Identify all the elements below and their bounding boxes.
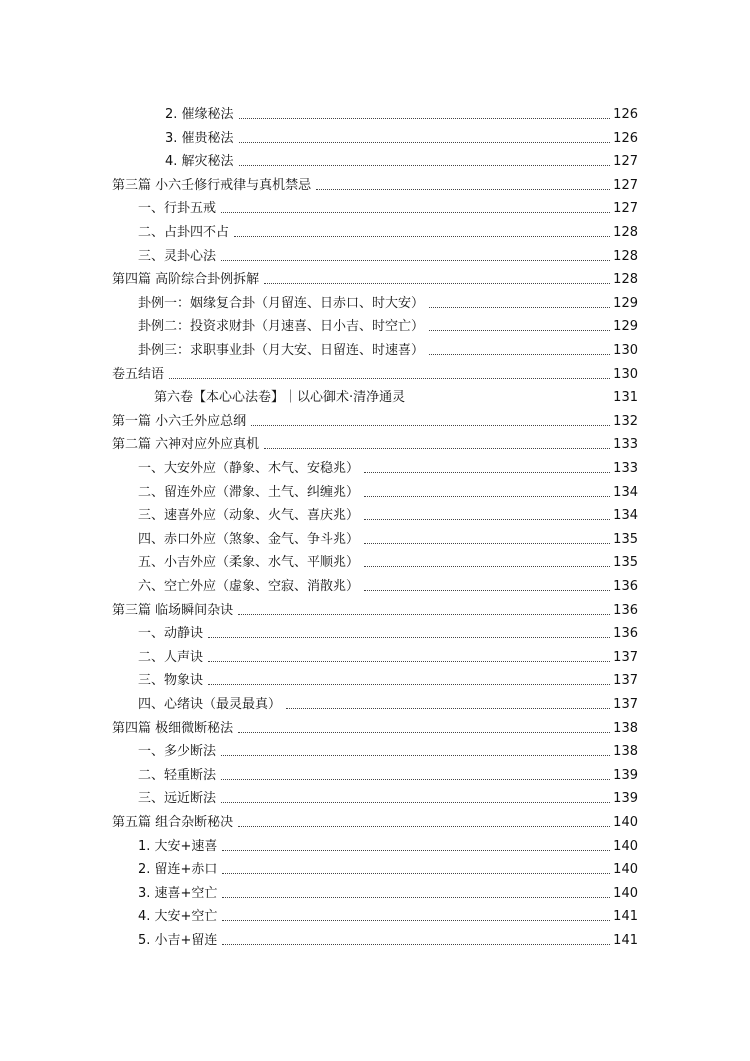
toc-entry-title: 四、赤口外应（煞象、金气、争斗兆） — [138, 531, 360, 547]
dot-leader — [239, 118, 611, 119]
dot-leader — [364, 472, 610, 473]
toc-entry-title: 三、远近断法 — [138, 791, 217, 807]
toc-section-entry[interactable] — [112, 361, 638, 383]
dot-leader — [208, 661, 610, 662]
toc-entry-title: 第一篇 小六壬外应总纲 — [112, 413, 247, 429]
toc-entry[interactable] — [138, 243, 638, 265]
toc-entry[interactable] — [138, 573, 638, 595]
toc-entry-page-number: 141 — [613, 933, 638, 948]
toc-entry[interactable] — [138, 903, 638, 925]
dot-leader — [364, 543, 610, 544]
toc-entry-title: 2. 催缘秘法 — [165, 107, 234, 122]
toc-entry-page-number: 136 — [613, 626, 638, 642]
toc-entry-page-number: 134 — [613, 484, 638, 500]
toc-section-entry[interactable] — [112, 266, 638, 288]
dot-leader — [234, 236, 610, 237]
dot-leader — [264, 283, 610, 284]
dot-leader — [364, 519, 610, 520]
toc-entry-page-number: 135 — [613, 555, 638, 571]
toc-entry-page-number: 128 — [613, 248, 638, 264]
toc-entry-page-number: 140 — [613, 885, 638, 901]
dot-leader — [222, 850, 610, 851]
toc-entry[interactable] — [138, 219, 638, 241]
dot-leader — [251, 425, 610, 426]
toc-entry-page-number: 127 — [613, 201, 638, 217]
dot-leader — [208, 684, 610, 685]
toc-entry[interactable] — [138, 313, 638, 335]
toc-entry-title: 第四篇 极细微断秘法 — [112, 720, 234, 736]
toc-section-entry[interactable] — [112, 431, 638, 453]
toc-entry-title: 二、留连外应（滞象、土气、纠缠兆） — [138, 484, 360, 500]
toc-entry[interactable] — [138, 337, 638, 359]
toc-entry-page-number: 131 — [613, 390, 638, 406]
toc-entry[interactable] — [138, 195, 638, 217]
toc-entry-title: 卦例二：投资求财卦（月速喜、日小吉、时空亡） — [138, 319, 425, 335]
toc-volume-entry[interactable] — [154, 384, 638, 406]
dot-leader — [239, 165, 611, 166]
toc-entry[interactable] — [138, 738, 638, 760]
dot-leader — [429, 307, 610, 308]
toc-entry[interactable] — [138, 667, 638, 689]
dot-leader — [169, 378, 610, 379]
toc-entry-title: 二、人声诀 — [138, 649, 204, 665]
toc-entry-title: 二、轻重断法 — [138, 767, 217, 783]
toc-entry-page-number: 130 — [613, 343, 638, 358]
toc-entry-title: 4. 大安+空亡 — [138, 909, 218, 925]
toc-entry[interactable] — [138, 620, 638, 642]
dot-leader — [286, 708, 610, 709]
toc-entry-title: 四、心绪诀（最灵最真） — [138, 697, 282, 712]
toc-entry-title: 一、行卦五戒 — [138, 201, 217, 217]
toc-entry-page-number: 129 — [613, 319, 638, 335]
toc-entry[interactable] — [138, 762, 638, 784]
toc-entry-page-number: 128 — [613, 225, 638, 240]
dot-leader — [238, 614, 610, 615]
dot-leader — [221, 802, 610, 803]
toc-section-entry[interactable] — [112, 597, 638, 619]
toc-entry-title: 3. 催贵秘法 — [165, 130, 234, 146]
dot-leader — [429, 354, 610, 355]
toc-entry-title: 一、多少断法 — [138, 744, 217, 760]
dot-leader — [364, 566, 610, 567]
toc-entry-title: 一、动静诀 — [138, 626, 204, 642]
toc-section-entry[interactable] — [112, 172, 638, 194]
toc-entry-title: 5. 小吉+留连 — [138, 933, 218, 948]
toc-entry-page-number: 129 — [613, 295, 638, 311]
toc-entry-title: 三、物象诀 — [138, 673, 204, 689]
dot-leader — [221, 212, 610, 213]
toc-entry-page-number: 136 — [613, 602, 638, 618]
toc-section-entry[interactable] — [112, 715, 638, 737]
toc-entry-page-number: 133 — [613, 437, 638, 453]
toc-entry[interactable] — [138, 290, 638, 312]
toc-entry[interactable] — [138, 502, 638, 524]
toc-entry[interactable] — [138, 880, 638, 902]
toc-section-entry[interactable] — [112, 809, 638, 831]
toc-entry-page-number: 137 — [613, 673, 638, 689]
toc-entry[interactable] — [138, 644, 638, 666]
dot-leader — [364, 590, 610, 591]
toc-entry-page-number: 126 — [613, 130, 638, 146]
toc-entry-page-number: 140 — [613, 838, 638, 854]
toc-entry-page-number: 127 — [613, 154, 638, 170]
toc-entry-page-number: 136 — [613, 579, 638, 594]
toc-entry-page-number: 126 — [613, 107, 638, 122]
toc-entry-title: 第二篇 六神对应外应真机 — [112, 437, 260, 453]
toc-entry-title: 五、小吉外应（柔象、水气、平顺兆） — [138, 555, 360, 571]
toc-entry-title: 3. 速喜+空亡 — [138, 885, 218, 901]
dot-leader — [222, 897, 610, 898]
toc-entry-title: 第三篇 临场瞬间杂诀 — [112, 602, 234, 618]
dot-leader — [222, 873, 610, 874]
toc-entry-page-number: 141 — [613, 909, 638, 925]
toc-entry[interactable] — [138, 785, 638, 807]
toc-entry-page-number: 137 — [613, 649, 638, 665]
toc-entry-page-number: 128 — [613, 272, 638, 288]
toc-entry-title: 1. 大安+速喜 — [138, 838, 218, 854]
toc-entry[interactable] — [165, 125, 638, 147]
toc-entry[interactable] — [138, 479, 638, 501]
toc-entry-title: 2. 留连+赤口 — [138, 862, 218, 878]
toc-entry-title: 一、大安外应（静象、木气、安稳兆） — [138, 461, 360, 476]
dot-leader — [264, 448, 610, 449]
toc-entry-page-number: 138 — [613, 744, 638, 760]
toc-entry-title: 三、灵卦心法 — [138, 248, 217, 264]
toc-entry-page-number: 127 — [613, 177, 638, 193]
toc-entry-title: 卦例三：求职事业卦（月大安、日留连、时速喜） — [138, 343, 425, 358]
dot-leader — [238, 732, 610, 733]
toc-entry-title: 第三篇 小六壬修行戒律与真机禁忌 — [112, 177, 312, 193]
toc-entry[interactable] — [165, 148, 638, 170]
toc-entry-page-number: 134 — [613, 508, 638, 524]
toc-entry-page-number: 130 — [613, 366, 638, 382]
toc-entry-page-number: 135 — [613, 531, 638, 547]
toc-entry-page-number: 139 — [613, 791, 638, 807]
toc-entry[interactable] — [138, 856, 638, 878]
dot-leader — [221, 260, 610, 261]
dot-leader — [364, 496, 610, 497]
dot-leader — [221, 779, 610, 780]
toc-entry-page-number: 137 — [613, 697, 638, 712]
toc-entry-title: 4. 解灾秘法 — [165, 154, 234, 170]
dot-leader — [239, 142, 611, 143]
toc-entry-title: 第六卷【本心心法卷】｜以心御术·清净通灵 — [154, 390, 406, 406]
toc-entry[interactable] — [138, 927, 638, 949]
toc-entry[interactable] — [138, 455, 638, 477]
toc-entry[interactable] — [138, 691, 638, 713]
dot-leader — [221, 755, 610, 756]
toc-entry-page-number: 132 — [613, 413, 638, 429]
toc-entry[interactable] — [138, 833, 638, 855]
toc-entry[interactable] — [138, 526, 638, 548]
dot-leader — [222, 944, 610, 945]
toc-entry[interactable] — [165, 101, 638, 123]
toc-entry-page-number: 138 — [613, 720, 638, 736]
toc-entry-title: 卷五结语 — [112, 366, 165, 382]
dot-leader — [316, 189, 610, 190]
dot-leader — [429, 330, 610, 331]
toc-entry-title: 六、空亡外应（虚象、空寂、消散兆） — [138, 579, 360, 594]
toc-entry-page-number: 140 — [613, 815, 638, 830]
toc-entry[interactable] — [138, 549, 638, 571]
dot-leader — [238, 826, 610, 827]
toc-entry-page-number: 140 — [613, 862, 638, 878]
toc-entry-title: 第五篇 组合杂断秘决 — [112, 815, 234, 830]
toc-entry-page-number: 139 — [613, 767, 638, 783]
dot-leader — [208, 637, 610, 638]
toc-entry-title: 第四篇 高阶综合卦例拆解 — [112, 272, 260, 288]
dot-leader — [222, 920, 610, 921]
toc-entry-title: 三、速喜外应（动象、火气、喜庆兆） — [138, 508, 360, 524]
toc-entry-page-number: 133 — [613, 461, 638, 476]
toc-entry-title: 卦例一：姻缘复合卦（月留连、日赤口、时大安） — [138, 295, 425, 311]
toc-section-entry[interactable] — [112, 408, 638, 430]
toc-entry-title: 二、占卦四不占 — [138, 225, 230, 240]
